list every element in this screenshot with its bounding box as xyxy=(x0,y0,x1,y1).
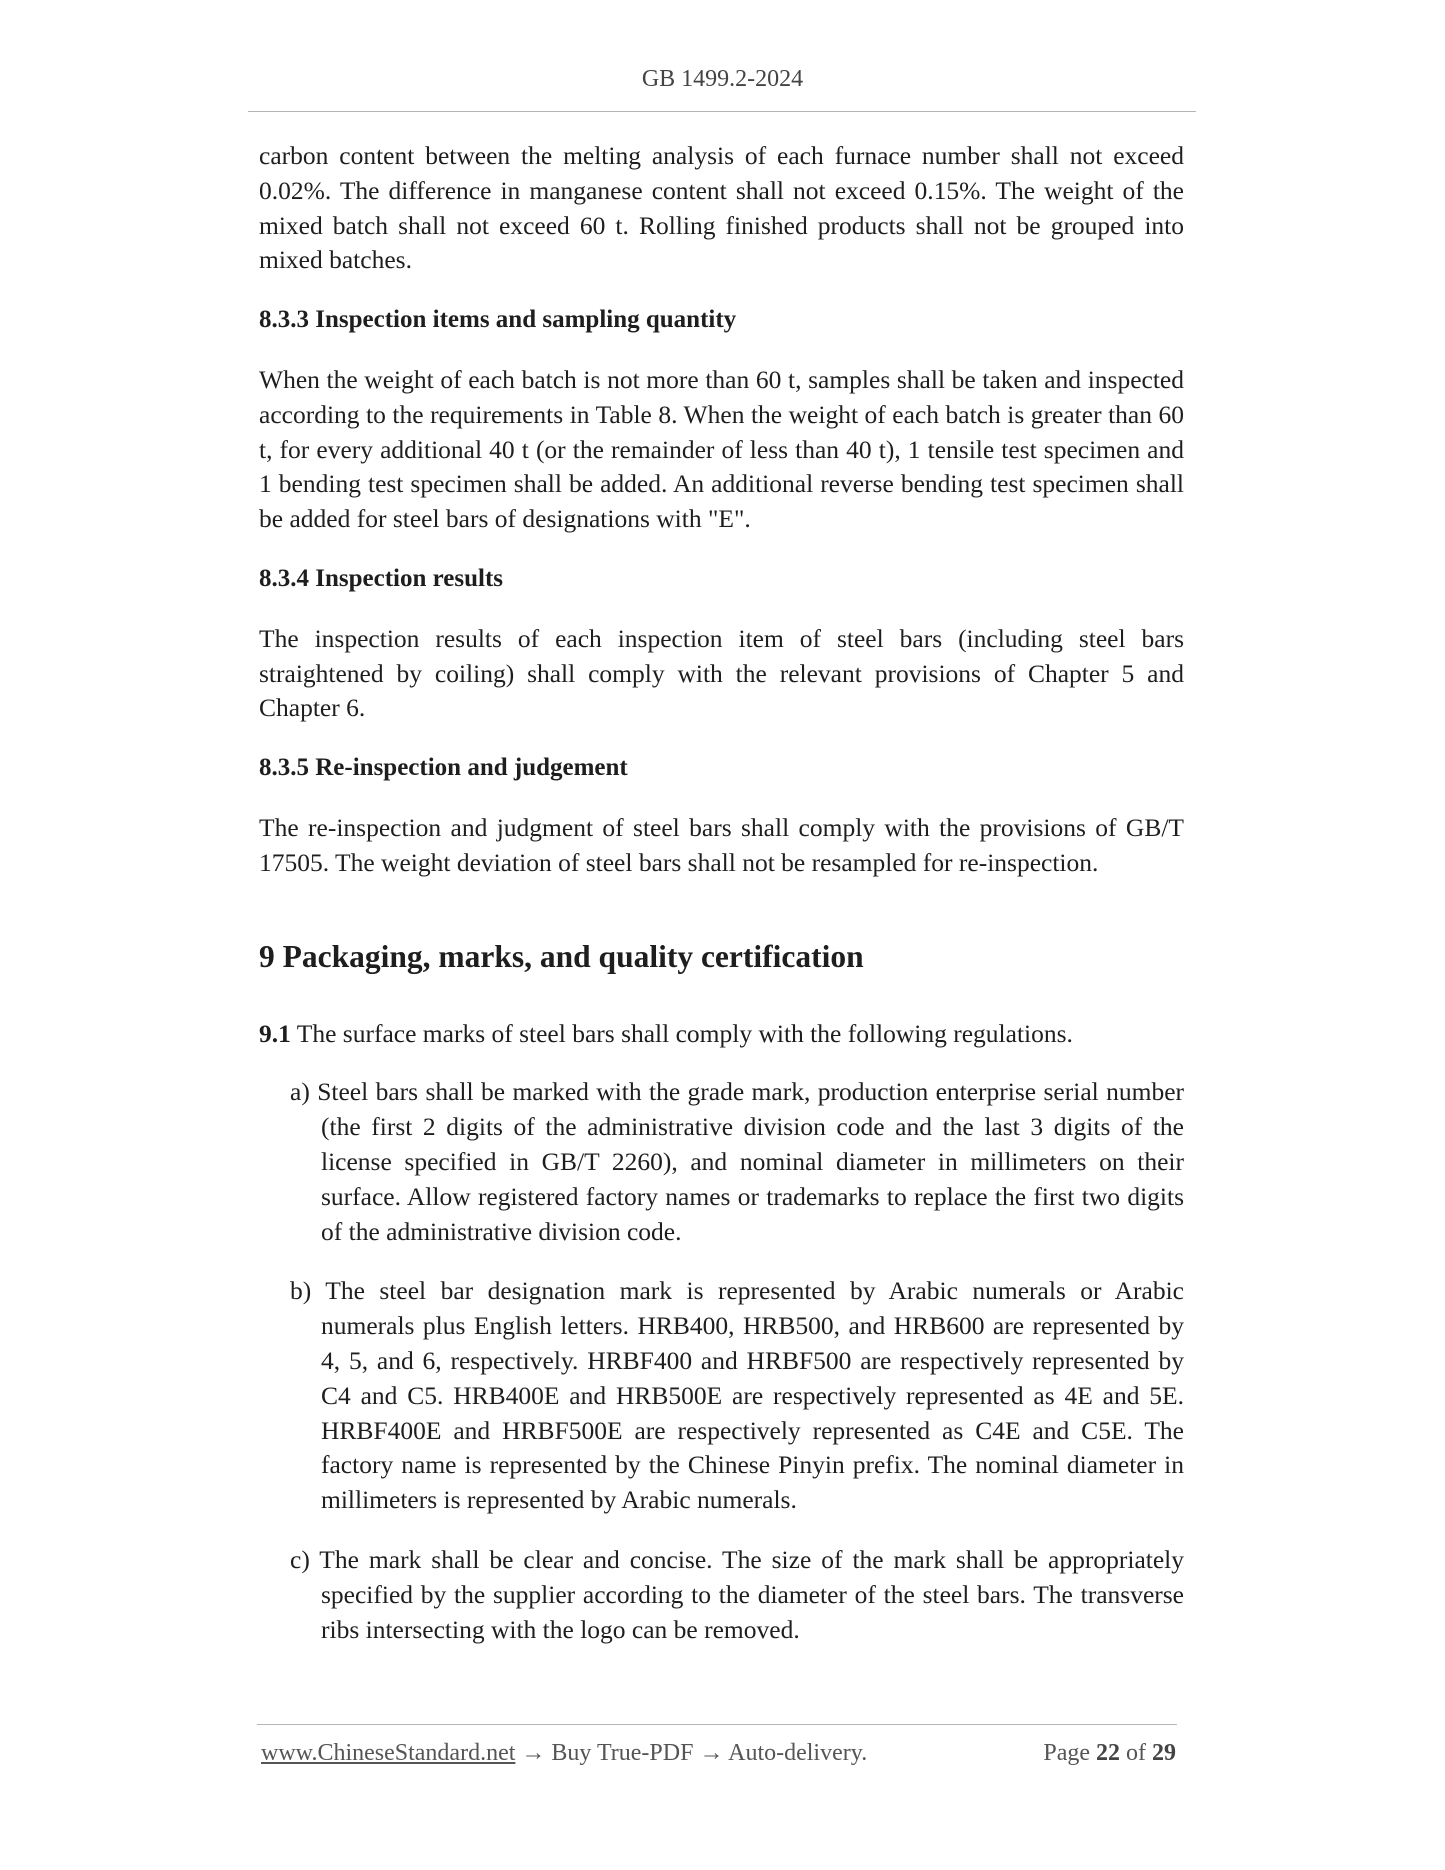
chapter-heading-9: 9 Packaging, marks, and quality certification xyxy=(259,938,864,974)
section-heading-8-3-5: 8.3.5 Re-inspection and judgement xyxy=(259,754,628,782)
continuation-paragraph: carbon content between the melting analysis of each furnace number shall not exceed 0.02%. The difference in manganese content shall not exceed 0.15%. The weight of the mixed batch shall not exceed 60 t. Rolling finished products shall not be grouped into mixed batches. xyxy=(259,141,1184,275)
page-total: 29 xyxy=(1152,1740,1176,1766)
document-header: GB 1499.2-2024 xyxy=(641,66,804,92)
site-link[interactable]: www.ChineseStandard.net xyxy=(261,1740,516,1766)
clause-9-1 xyxy=(259,1017,1184,1052)
page-label: Page xyxy=(1043,1740,1096,1766)
page-current: 22 xyxy=(1096,1740,1120,1766)
clause-number: 9.1 xyxy=(259,1018,291,1048)
footer-divider xyxy=(257,1724,1177,1725)
section-body-8-3-5: The re-inspection and judgment of steel bars shall comply with the provisions of GB/T 17505. The weight deviation of steel bars shall not be resampled for re-inspection. xyxy=(259,812,1184,877)
footer-tagline: → Buy True-PDF → Auto-delivery. xyxy=(515,1740,868,1766)
marking-requirements-list xyxy=(290,1075,1184,1647)
section-body-8-3-3: When the weight of each batch is not more than 60 t, samples shall be taken and inspected according to the requirements in Table 8. When the weight of each batch is greater than 60 t, for every additional 40 t (or the remainder of less than 40 t), 1 tensile test specimen and 1 bending test specimen shall be added. An additional reverse bending test specimen shall be added for steel bars of designations with "E". xyxy=(259,364,1184,534)
clause-text: The surface marks of steel bars shall comply with the following regulations. xyxy=(290,1018,1073,1048)
list-item-c: c) The mark shall be clear and concise. The size of the mark shall be appropriately specified by the supplier according to the diameter of the steel bars. The transverse ribs intersecting with the logo can be removed. xyxy=(290,1544,1184,1644)
header-divider xyxy=(248,111,1196,112)
section-heading-8-3-4: 8.3.4 Inspection results xyxy=(259,564,504,592)
document-body xyxy=(259,139,1184,1647)
section-body-8-3-4: The inspection results of each inspection item of steel bars (including steel bars straightened by coiling) shall comply with the relevant provisions of Chapter 5 and Chapter 6. xyxy=(259,623,1184,723)
page-indicator xyxy=(1043,1740,1176,1767)
section-heading-8-3-3: 8.3.3 Inspection items and sampling quantity xyxy=(259,306,737,334)
list-item-b: b) The steel bar designation mark is represented by Arabic numerals or Arabic numerals plus English letters. HRB400, HRB500, and HRB600 are represented by 4, 5, and 6, respectively. HRBF400 and HRBF500 are respectively represented by C4 and C5. HRB400E and HRB500E are respectively represented as 4E and 5E. HRBF400E and HRBF500E are respectively represented as C4E and C5E. The factory name is represented by the Chinese Pinyin prefix. The nominal diameter in millimeters is represented by Arabic numerals. xyxy=(290,1276,1184,1515)
page-of: of xyxy=(1120,1740,1152,1766)
footer-left xyxy=(261,1740,867,1767)
list-item-a: a) Steel bars shall be marked with the grade mark, production enterprise serial number (the first 2 digits of the administrative division code and the last 3 digits of the license specified in GB/T 2260), and nominal diameter in millimeters on their surface. Allow registered factory names or trademarks to replace the first two digits of the administrative division code. xyxy=(290,1077,1184,1246)
